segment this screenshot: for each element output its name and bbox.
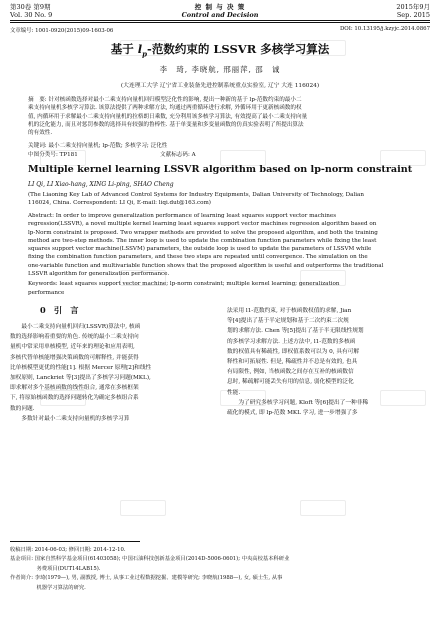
abstract-cn-line: 机的泛化能力, 而且对惩罚参数的选择具有较强的鲁棒性. 基于单变量和多变量函数的仿真实验表明了所提出算法	[28, 121, 304, 128]
body-line: 划的求解方法. Chen 等[5]提出了基于半无限线性规划	[227, 328, 364, 335]
authors-en: LI Qi, LI Xiao-hang, XING Li-ping, SHAO Cheng	[28, 181, 174, 188]
footnote-rule	[10, 541, 140, 542]
funding-note: 基金项目: 国家自然科学基金项目(61403058); 中国石油科技创新基金项目(2014D-5006-0601); 中央高校基本科研业	[10, 556, 290, 563]
volume-issue-en: Vol. 30 No. 9	[10, 11, 53, 19]
abstract-en-line: fixing the combination function parameters, and these two steps are repeated until convergence. The simulation on the	[28, 254, 368, 261]
abstract-en-line: method are two-step methods. The inner loop is used to update the combination function parameters while fixing the least	[28, 237, 377, 244]
body-line: 多核代替单核能增强决策函数的可解释性, 并能获得	[10, 354, 139, 361]
body-line: 最小二乘支持向量机回归(LSSVR)算法中, 核函	[10, 324, 141, 330]
body-line: 量机中常采用单核模型, 近年来的理论和应用表明,	[10, 344, 135, 351]
body-line: 数的选择影响着重要的角色. 传统的最小二乘支持向	[10, 334, 139, 341]
doi: DOI: 10.13195/j.kzyjc.2014.0867	[339, 26, 430, 32]
body-line: 即求解对多个基核函数的线性组合, 通常在多核框架	[10, 385, 139, 392]
funding-note-cont: 务费项目(DUT14LAB15).	[10, 565, 101, 572]
body-line: 下, 将原始核函数的选择问题转化为确定多核组合系	[10, 395, 139, 402]
article-number: 文章编号: 1001-0920(2015)09-1603-06	[10, 28, 114, 34]
body-line: 疏化的模式, 即 lp-范数 MKL 学习, 进一步增强了多	[227, 410, 358, 417]
body-line: 数的问题.	[10, 405, 35, 412]
abstract-en-line: squares support vector machine(LSSVM) parameters, the outside loop is used to update the parameters of LSSVM while	[28, 246, 372, 253]
document-code: 文献标志码: A	[160, 152, 196, 158]
footnotes	[10, 546, 430, 593]
body-line: 性能.	[227, 389, 241, 396]
journal-name-cn: 控 制 与 决 策	[194, 3, 246, 11]
abstract-en-line: lp-Norm constraint is proposed. Two wrapper methods are provided to solve the proposed algorithm, and both the training	[28, 229, 378, 236]
body-line: 等[4]提出了基于半定规划和基于二次约束二次规	[227, 318, 349, 325]
keywords-en-cont: performance	[28, 289, 65, 296]
author-bio-cont: 机器学习算法的研究.	[10, 584, 86, 591]
abstract-en	[28, 212, 412, 297]
body-line: 比单核模型更优的性能[1]. 根据 Mercer 原理[2]和线性	[10, 364, 152, 371]
watermark-stamp	[120, 500, 166, 516]
volume-issue-cn: 第30卷 第9期	[10, 3, 51, 11]
body-line: 加权原则, Lanckriet 等[3]提出了多核学习问题(MKL),	[10, 375, 151, 382]
body-line: 释性和可拓展性. 但是, 稀疏性并不总是有效的, 也具	[227, 359, 358, 366]
body-line: 为了研究多核学习问题, Kloft 等[6]提出了一种非稀	[227, 399, 369, 406]
abstract-en-line: Abstract: In order to improve generalization performance of learning least squares support vector machines	[28, 213, 337, 219]
intro-right-column	[227, 306, 430, 418]
journal-name-en: Control and Decision	[181, 11, 259, 19]
abstract-en-line: regression(LSSVR), a novel multiple kernel learning least squares support vector machines regression algorithm based on	[28, 221, 377, 228]
keywords-cn: 关键词: 最小二乘支持向量机; lp-范数; 多核学习; 泛化性	[28, 143, 168, 149]
paper-title-cn: 基于 $l_p-$范数约束的 LSSVR 多核学习算法	[110, 42, 330, 59]
affiliation-cn: (大连理工大学 辽宁省工业装备先进控制系统重点实验室, 辽宁 大连 116024)	[120, 83, 320, 89]
affiliation-en	[28, 191, 412, 208]
body-line: 的多核学习求解方法. 上述方法中, l1-范数的多核函	[227, 338, 356, 345]
affiliation-en-line: 116024, China. Correspondent: LI Qi, E-mail: liqi.dut@163.com)	[28, 200, 211, 207]
abstract-cn-line: 的有效性.	[28, 130, 53, 137]
watermark-stamp	[300, 500, 346, 516]
body-line: 多数针对最小二乘支持向量机的多核学习算	[10, 415, 130, 422]
clc-number: 中图分类号: TP181	[28, 152, 78, 158]
body-line: 数的权值具有稀疏性, 即权值系数可以为 0, 具有可解	[227, 348, 360, 355]
abstract-cn	[28, 96, 412, 137]
issue-date-en: Sep. 2015	[396, 11, 430, 19]
intro-left-column	[10, 322, 216, 424]
abstract-cn-line: 摘 要: 针对核函数选择对最小二乘支持向量机回归模型泛化性的影响, 提出一种新的基于 lp-范数约束的最小二	[28, 97, 302, 103]
received-date: 收稿日期: 2014-06-03; 修回日期: 2014-12-10.	[10, 547, 126, 553]
body-line: 有局限性, 例如, 当核函数之间存在互补的核函数信	[227, 369, 354, 376]
keywords-en: Keywords: least squares support vector machine; lp-norm constraint; multiple kernel learning; generalization	[28, 281, 340, 288]
issue-date-cn: 2015年9月	[396, 3, 430, 11]
header-rule	[10, 20, 430, 21]
paper-title-en: Multiple kernel learning LSSVR algorithm based on lp-norm constraint	[28, 164, 413, 175]
authors-cn: 李 琦, 李晓航, 邢丽萍, 邵 诚	[159, 65, 281, 74]
abstract-cn-line: 值, 内循环用于求解最小二乘支持向量机的拉格朗日乘数, 充分利用该多核学习算法, 有效提高了最小二乘支持向量	[28, 113, 308, 120]
abstract-en-line: LSSVR algorithm for generalization performance.	[28, 271, 170, 278]
header-rule-thin	[10, 22, 430, 23]
abstract-en-line: one-variable function and multivariable function shows that the proposed algorithm is useful and outperforms the traditional	[28, 262, 384, 269]
body-line: 息时, 稀疏解可能丢失有用的信息, 弱化模型的泛化	[227, 379, 354, 386]
section-heading: 0 引 言	[40, 305, 79, 315]
body-line: 法采用 l1-范数约束, 对于核函数权值的求解, Jian	[227, 308, 352, 314]
abstract-cn-line: 乘支持向量机多核学习算法. 该算法提供了两种求解方法, 均通过两重循环进行求解, 外循环用于更新核函数的权	[28, 105, 302, 112]
author-bio: 作者简介: 李琦(1979—), 男, 副教授, 博士, 从事工业过程数据挖掘、建模等研究; 李晓航(1988—), 女, 硕士生, 从事	[10, 575, 283, 582]
affiliation-en-line: (The Liaoning Key Lab of Advanced Control Systems for Industry Equipments, Dalian University of Technology, Dalian	[28, 192, 364, 198]
